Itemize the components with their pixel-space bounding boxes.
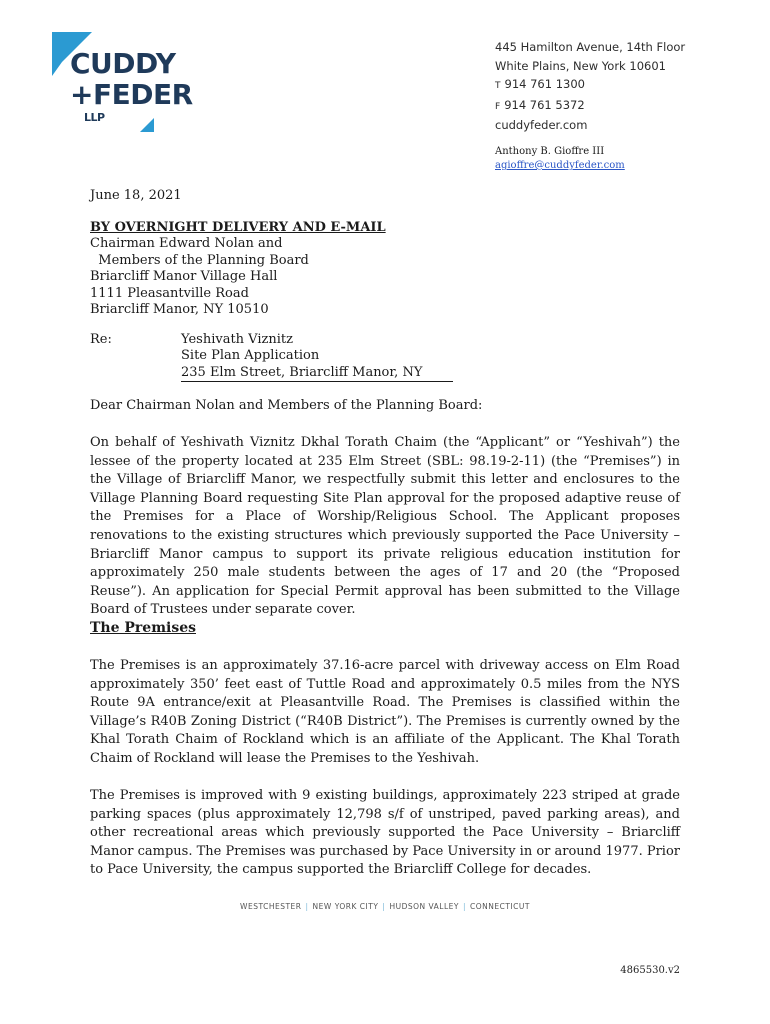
phone-number: 914 761 1300 (504, 77, 585, 92)
fax-number: 914 761 5372 (504, 97, 585, 112)
re-line: Yeshivath Viznitz (181, 332, 293, 347)
logo-line-2: +FEDER (70, 78, 193, 111)
firm-website[interactable]: cuddyfeder.com (495, 118, 588, 133)
address-phone (495, 75, 685, 96)
fax-prefix: F (495, 101, 501, 112)
addressee-line: Briarcliff Manor, NY 10510 (90, 302, 269, 318)
footer-location: WESTCHESTER (240, 902, 302, 911)
footer-locations (0, 902, 770, 911)
premises-paragraph-2: The Premises is improved with 9 existing buildings, approximately 223 striped at grade parking spaces (plus approximately 12,798 s/f of unstriped, paved parking areas), and other recreational areas which previously supported the Pace University – Briarcliff Manor campus. The Premises was purchased by Pace University in or around 1977. Prior to Pace University, the campus supported the Briarcliff College for decades. (90, 788, 681, 878)
firm-address (495, 38, 685, 135)
phone-prefix: T (495, 81, 501, 92)
addressee-line: Chairman Edward Nolan and (90, 236, 283, 252)
addressee-line: Members of the Planning Board (90, 252, 309, 268)
logo-line-1: CUDDY (70, 47, 176, 80)
footer-location: HUDSON VALLEY (389, 902, 459, 911)
logo-line-3: LLP (84, 111, 105, 124)
address-city: White Plains, New York 10601 (495, 58, 666, 73)
address-fax (495, 96, 685, 117)
footer-location: CONNECTICUT (470, 902, 530, 911)
addressee-line: Briarcliff Manor Village Hall (90, 269, 278, 285)
intro-paragraph: On behalf of Yeshivath Viznitz Dkhal Torath Chaim (the “Applicant” or “Yeshivah”) the lessee of the property located at 235 Elm Street (SBL: 98.19-2-11) (the “Premises”) in the Village of Briarcliff Manor, we respectfully submit this letter and enclosures to the Village Planning Board requesting Site Plan approval for the proposed adaptive reuse of the Premises for a Place of Worship/Religious School. The Applicant proposes renovations to the existing structures which previously supported the Pace University – Briarcliff Manor campus to support its private religious education institution for approximately 250 male students between the ages of 17 and 20 (the “Proposed Reuse”). An application for Special Permit approval has been submitted to the Village Board of Trustees under separate cover. (90, 435, 680, 618)
footer-separator: | (305, 902, 309, 911)
salutation: Dear Chairman Nolan and Members of the Planning Board: (90, 398, 483, 413)
addressee-line: 1111 Pleasantville Road (90, 285, 249, 301)
address-street: 445 Hamilton Avenue, 14th Floor (495, 40, 686, 54)
premises-paragraph-1: The Premises is an approximately 37.16-acre parcel with driveway access on Elm Road approximately 350’ feet east of Tuttle Road and approximately 0.5 miles from the NYS Route 9A entrance/exit at Pleasantville Road. The Premises is classified within the Village’s R40B Zoning District (“R40B District”). The Premises is currently owned by the Khal Torath Chaim of Rockland which is an affiliate of the Applicant. The Khal Torath Chaim of Rockland will lease the Premises to the Yeshivah. (90, 658, 680, 766)
re-label: Re: (90, 332, 112, 347)
re-subject (181, 332, 453, 382)
document-number: 4865530.v2 (620, 965, 680, 976)
addressee-block (90, 220, 386, 318)
logo-accent-mark (138, 118, 158, 134)
section-heading-premises: The Premises (90, 620, 196, 636)
footer-location: NEW YORK CITY (312, 902, 379, 911)
sender-block (495, 145, 625, 173)
letter-date: June 18, 2021 (90, 188, 182, 203)
sender-name: Anthony B. Gioffre III (495, 146, 605, 157)
delivery-method: BY OVERNIGHT DELIVERY AND E-MAIL (90, 220, 386, 235)
firm-logo (48, 30, 193, 134)
sender-email-link[interactable]: agioffre@cuddyfeder.com (495, 160, 625, 171)
re-line-underlined: 235 Elm Street, Briarcliff Manor, NY (181, 365, 453, 382)
footer-separator: | (462, 902, 466, 911)
re-line: Site Plan Application (181, 348, 320, 364)
footer-separator: | (382, 902, 386, 911)
